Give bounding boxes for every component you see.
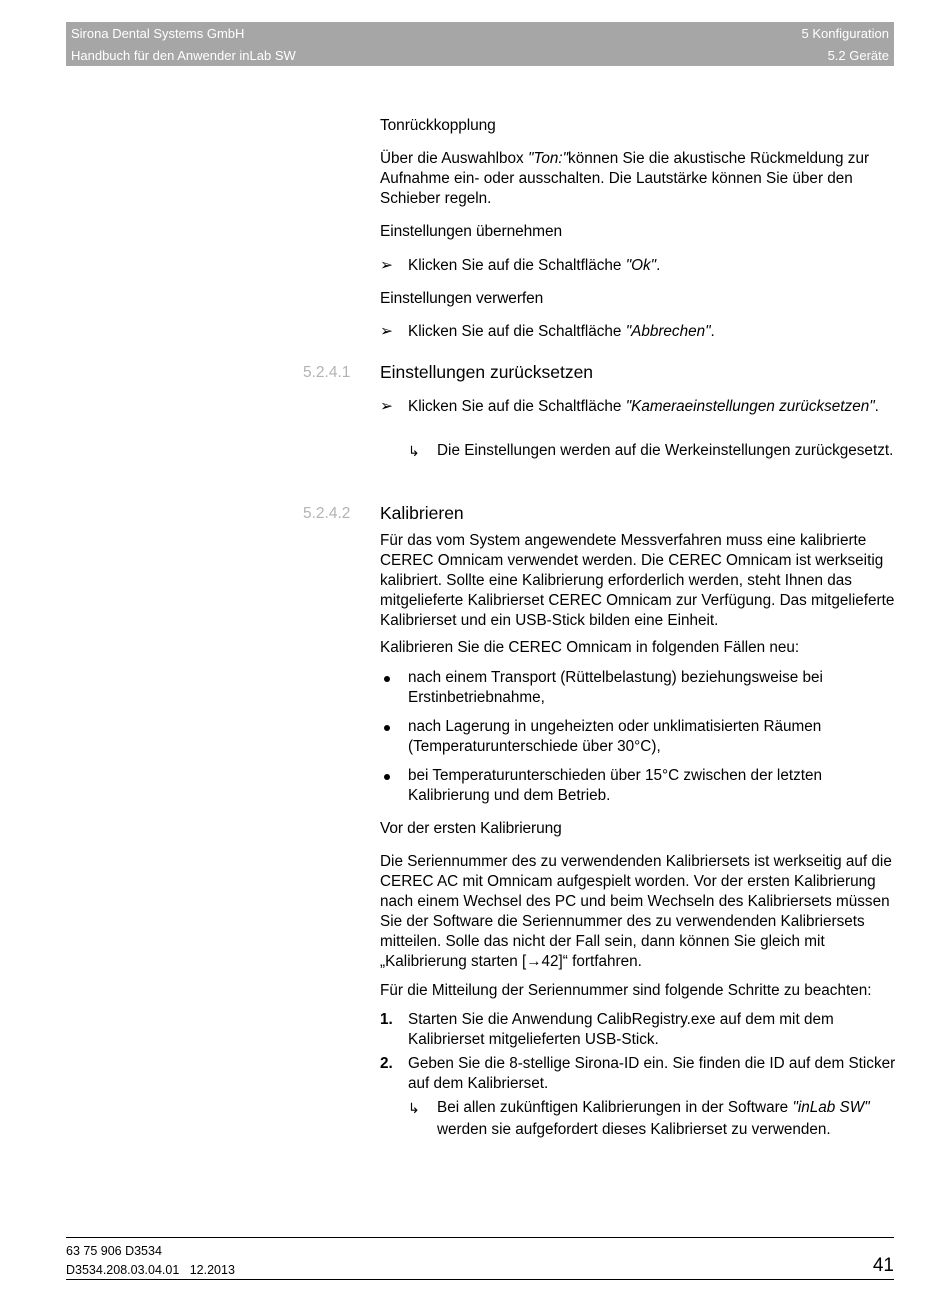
arrow-step-icon: ➢	[380, 398, 393, 415]
result-arrow-icon: ↳	[408, 443, 420, 459]
heading-tonrueckkopplung: Tonrückkopplung	[380, 117, 496, 134]
bullet-dot-icon	[384, 725, 390, 731]
page-number: 41	[872, 1255, 894, 1276]
bullet-dot-icon	[384, 676, 390, 682]
footer-rule-top	[66, 1237, 894, 1238]
header-chapter: 5 Konfiguration	[801, 26, 889, 41]
section-number-kalibrieren: 5.2.4.2	[303, 505, 351, 522]
footer-doc-code: D3534.208.03.04.01 12.2013	[66, 1263, 235, 1277]
heading-kalibrieren: Kalibrieren	[380, 503, 464, 523]
page-header	[66, 22, 894, 66]
heading-uebernehmen: Einstellungen übernehmen	[380, 223, 563, 240]
para-vor-kalibrierung-2: Für die Mitteilung der Seriennummer sind folgende Schritte zu beachten:	[380, 982, 872, 999]
heading-vor-kalibrierung: Vor der ersten Kalibrierung	[380, 820, 562, 837]
para-kalibrieren-2: Kalibrieren Sie die CEREC Omnicam in folgenden Fällen neu:	[380, 639, 800, 656]
header-section: 5.2 Geräte	[827, 48, 889, 63]
heading-zuruecksetzen: Einstellungen zurücksetzen	[380, 362, 594, 382]
bullet-dot-icon	[384, 774, 390, 780]
header-company: Sirona Dental Systems GmbH	[71, 26, 245, 41]
para-kalibrieren-1: Für das vom System angewendete Messverfahren muss eine kalibrierte CEREC Omnicam verwendet werden. Die CEREC Omnicam ist werkseitig kalibriert. Sollte eine Kalibrierung erforderlich werden, steht Ihnen das mitgelieferte Kalibrierset CEREC Omnicam zur Verfügung. Das mitgelieferte Kalibrierset und ein USB-Stick bilden eine Einheit.	[380, 532, 895, 629]
section-number-reset: 5.2.4.1	[303, 364, 351, 381]
arrow-step-icon: ➢	[380, 323, 393, 340]
step-zuruecksetzen: ➢ Klicken Sie auf die Schaltfläche "Kameraeinstellungen zurücksetzen".	[380, 398, 879, 415]
heading-verwerfen: Einstellungen verwerfen	[380, 290, 544, 307]
arrow-step-icon: ➢	[380, 257, 393, 274]
para-vor-kalibrierung-1: Die Seriennummer des zu verwendenden Kalibriersets ist werkseitig auf die CEREC AC mit Omnicam aufgespielt worden. Vor der ersten Kalibrierung nach einem Wechsel des PC und beim Wechseln des Kalibriersets müssen Sie der Software die Seriennummer des zu verwendenden Kalibriersets mitteilen. Solle das nicht der Fall sein, dann können Sie gleich mit „Kalibrierung starten [→42]“ fortfahren.	[380, 853, 892, 970]
header-manual: Handbuch für den Anwender inLab SW	[71, 48, 296, 63]
footer-rule-bottom	[66, 1279, 894, 1280]
result-arrow-icon: ↳	[408, 1100, 420, 1116]
footer-doc-number: 63 75 906 D3534	[66, 1244, 162, 1258]
para-tonrueckkopplung: Über die Auswahlbox "Ton:"können Sie die akustische Rückmeldung zur Aufnahme ein- oder ausschalten. Die Lautstärke können Sie über den Schieber regeln.	[380, 150, 870, 207]
